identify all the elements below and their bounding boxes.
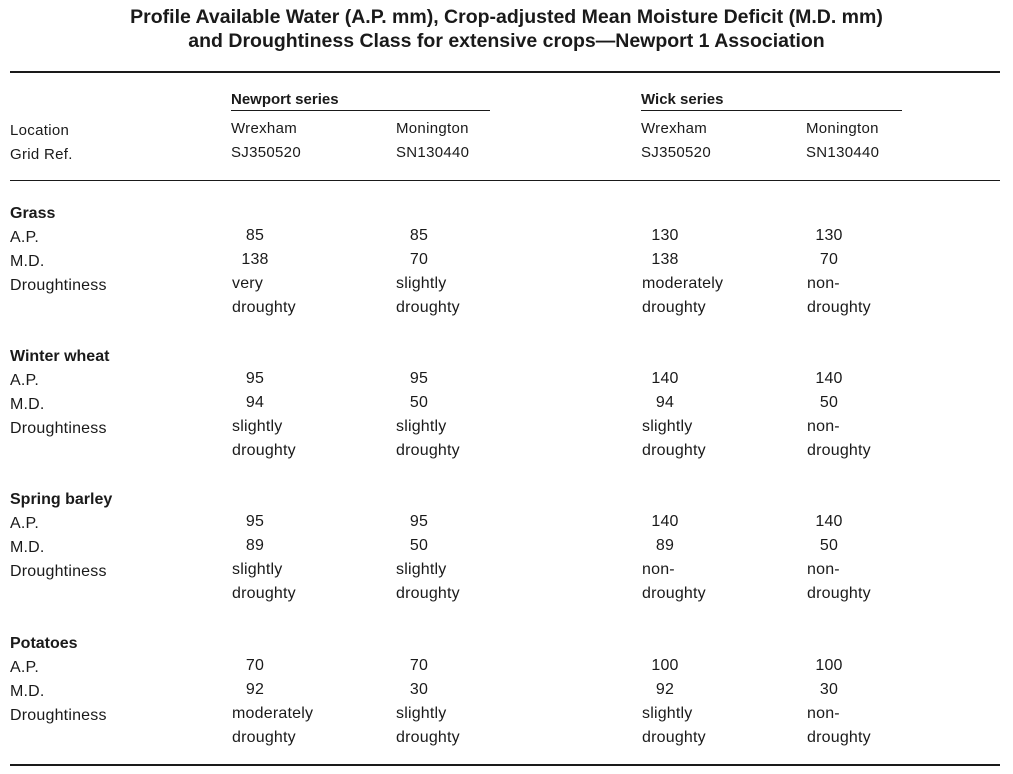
ap-value: 140 bbox=[651, 370, 679, 387]
droughtiness-line-2: droughty bbox=[807, 729, 871, 746]
crop-heading: Potatoes bbox=[10, 635, 78, 652]
droughtiness-line-1: slightly bbox=[396, 705, 447, 722]
md-value: 50 bbox=[819, 537, 839, 554]
title-line-1: Profile Available Water (A.P. mm), Crop-adjusted Mean Moisture Deficit (M.D. mm) bbox=[130, 6, 883, 28]
droughtiness-line-1: very bbox=[232, 275, 264, 292]
ap-value: 85 bbox=[245, 227, 265, 244]
droughtiness-line-1: non- bbox=[807, 705, 840, 722]
grid-ref-label: Grid Ref. bbox=[10, 146, 73, 163]
droughtiness-line-1: non- bbox=[642, 561, 675, 578]
droughtiness-line-2: droughty bbox=[642, 585, 706, 602]
crop-heading: Winter wheat bbox=[10, 348, 110, 365]
md-value: 92 bbox=[245, 681, 265, 698]
droughtiness-line-2: droughty bbox=[232, 729, 296, 746]
location-label: Location bbox=[10, 122, 70, 139]
droughtiness-line-1: slightly bbox=[642, 418, 693, 435]
ap-value: 140 bbox=[815, 370, 843, 387]
droughtiness-line-2: droughty bbox=[232, 585, 296, 602]
md-value: 30 bbox=[819, 681, 839, 698]
crop-heading: Spring barley bbox=[10, 491, 113, 508]
series-title-newport: Newport series bbox=[231, 91, 339, 108]
droughtiness-line-2: droughty bbox=[232, 442, 296, 459]
droughtiness-line-2: droughty bbox=[642, 299, 706, 316]
md-value: 89 bbox=[655, 537, 675, 554]
ap-value: 140 bbox=[651, 513, 679, 530]
droughtiness-line-1: slightly bbox=[396, 418, 447, 435]
series-underline-newport bbox=[231, 110, 490, 111]
column-grid-ref-4: SN130440 bbox=[806, 144, 880, 161]
md-value: 50 bbox=[409, 537, 429, 554]
droughtiness-line-1: non- bbox=[807, 275, 840, 292]
droughtiness-line-1: slightly bbox=[396, 275, 447, 292]
droughtiness-row-label: Droughtiness bbox=[10, 563, 107, 580]
column-grid-ref-2: SN130440 bbox=[396, 144, 470, 161]
ap-value: 95 bbox=[409, 370, 429, 387]
droughtiness-line-2: droughty bbox=[807, 585, 871, 602]
md-value: 92 bbox=[655, 681, 675, 698]
column-location-4: Monington bbox=[806, 120, 879, 137]
droughtiness-line-1: slightly bbox=[642, 705, 693, 722]
droughtiness-line-1: slightly bbox=[232, 418, 283, 435]
md-value: 94 bbox=[655, 394, 675, 411]
ap-row-label: A.P. bbox=[10, 229, 39, 246]
ap-value: 140 bbox=[815, 513, 843, 530]
column-grid-ref-1: SJ350520 bbox=[231, 144, 301, 161]
column-grid-ref-3: SJ350520 bbox=[641, 144, 711, 161]
droughtiness-row-label: Droughtiness bbox=[10, 277, 107, 294]
column-location-1: Wrexham bbox=[231, 120, 298, 137]
droughtiness-line-1: non- bbox=[807, 418, 840, 435]
title-line-2: and Droughtiness Class for extensive crops—Newport 1 Association bbox=[188, 30, 825, 52]
header-rule bbox=[10, 180, 1000, 181]
ap-value: 95 bbox=[245, 370, 265, 387]
md-value: 70 bbox=[409, 251, 429, 268]
droughtiness-line-2: droughty bbox=[396, 299, 460, 316]
bottom-rule bbox=[10, 764, 1000, 766]
series-title-wick: Wick series bbox=[641, 91, 724, 108]
ap-value: 85 bbox=[409, 227, 429, 244]
droughtiness-line-2: droughty bbox=[807, 299, 871, 316]
md-row-label: M.D. bbox=[10, 683, 45, 700]
droughtiness-line-2: droughty bbox=[232, 299, 296, 316]
md-value: 50 bbox=[409, 394, 429, 411]
md-value: 94 bbox=[245, 394, 265, 411]
ap-value: 100 bbox=[815, 657, 843, 674]
droughtiness-line-1: slightly bbox=[396, 561, 447, 578]
md-row-label: M.D. bbox=[10, 253, 45, 270]
droughtiness-line-2: droughty bbox=[642, 442, 706, 459]
ap-value: 130 bbox=[815, 227, 843, 244]
ap-value: 70 bbox=[409, 657, 429, 674]
ap-value: 100 bbox=[651, 657, 679, 674]
droughtiness-line-1: moderately bbox=[642, 275, 724, 292]
ap-value: 95 bbox=[409, 513, 429, 530]
droughtiness-line-2: droughty bbox=[642, 729, 706, 746]
md-value: 138 bbox=[241, 251, 269, 268]
droughtiness-line-1: slightly bbox=[232, 561, 283, 578]
droughtiness-row-label: Droughtiness bbox=[10, 420, 107, 437]
ap-value: 95 bbox=[245, 513, 265, 530]
md-value: 30 bbox=[409, 681, 429, 698]
droughtiness-line-2: droughty bbox=[396, 585, 460, 602]
series-underline-wick bbox=[641, 110, 902, 111]
droughtiness-line-2: droughty bbox=[396, 729, 460, 746]
droughtiness-line-1: moderately bbox=[232, 705, 314, 722]
ap-value: 130 bbox=[651, 227, 679, 244]
md-row-label: M.D. bbox=[10, 396, 45, 413]
droughtiness-line-1: non- bbox=[807, 561, 840, 578]
md-value: 50 bbox=[819, 394, 839, 411]
crop-heading: Grass bbox=[10, 205, 56, 222]
droughtiness-row-label: Droughtiness bbox=[10, 707, 107, 724]
ap-row-label: A.P. bbox=[10, 659, 39, 676]
md-value: 138 bbox=[651, 251, 679, 268]
droughtiness-line-2: droughty bbox=[396, 442, 460, 459]
md-value: 89 bbox=[245, 537, 265, 554]
top-rule bbox=[10, 71, 1000, 73]
md-value: 70 bbox=[819, 251, 839, 268]
column-location-2: Monington bbox=[396, 120, 469, 137]
column-location-3: Wrexham bbox=[641, 120, 708, 137]
droughtiness-line-2: droughty bbox=[807, 442, 871, 459]
ap-row-label: A.P. bbox=[10, 515, 39, 532]
ap-row-label: A.P. bbox=[10, 372, 39, 389]
md-row-label: M.D. bbox=[10, 539, 45, 556]
ap-value: 70 bbox=[245, 657, 265, 674]
